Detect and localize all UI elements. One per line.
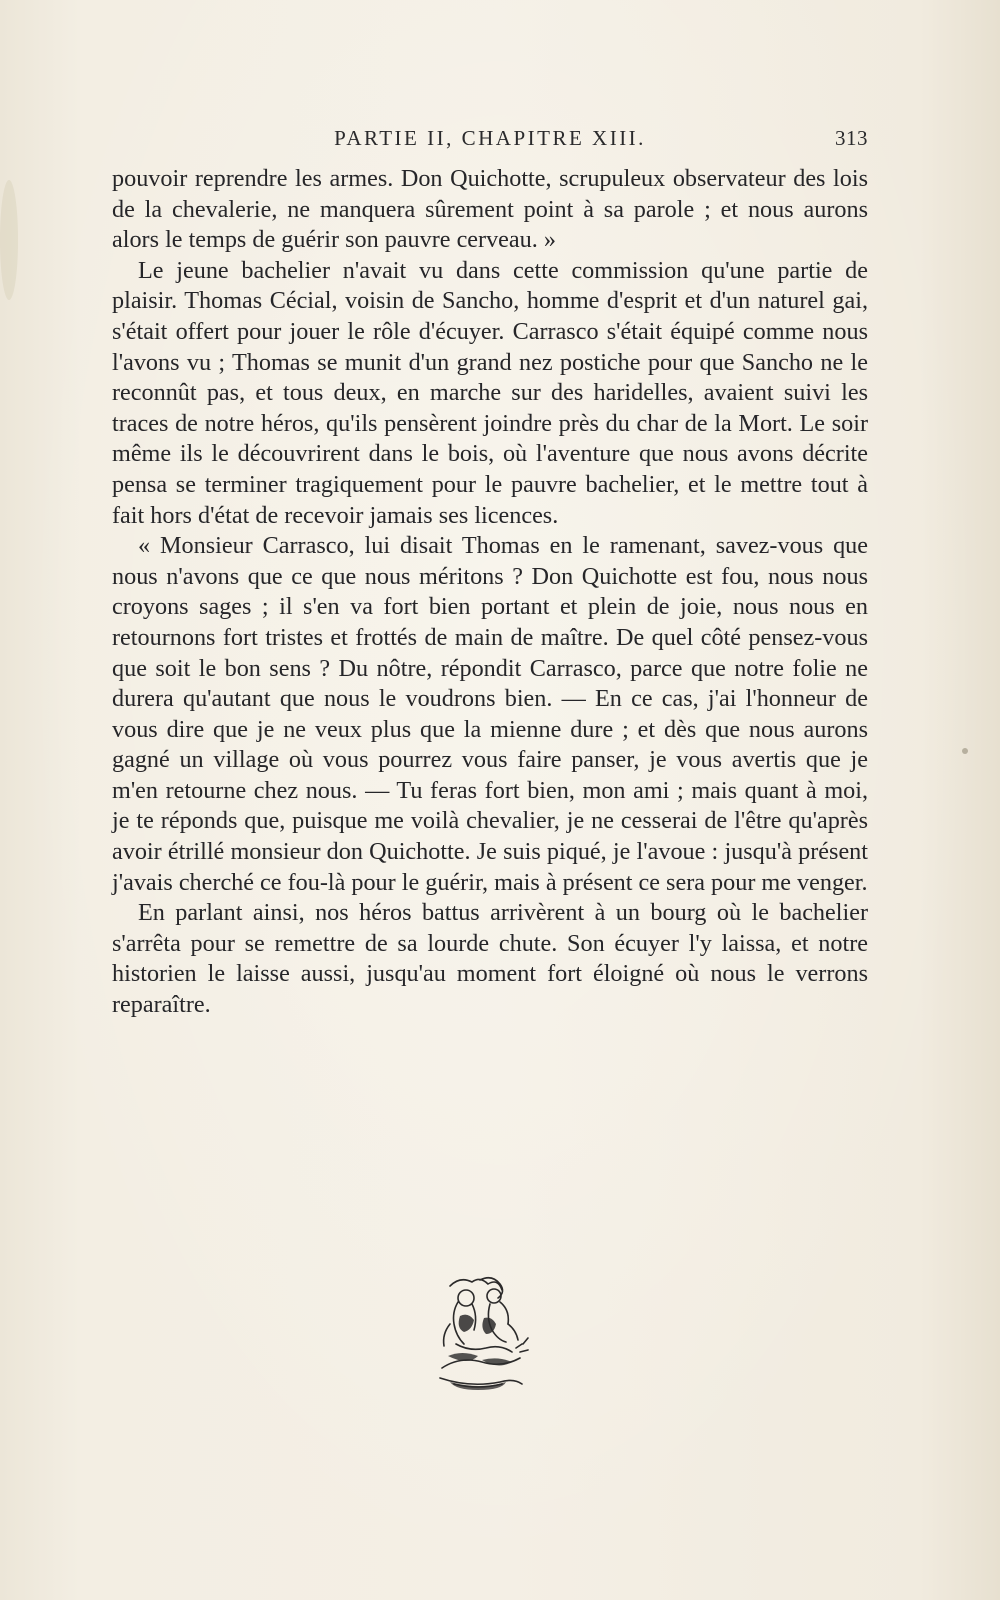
page-number: 313 xyxy=(835,126,868,150)
paragraph: Le jeune bachelier n'avait vu dans cette commission qu'une partie de plaisir. Thomas Cécial, voisin de Sancho, homme d'esprit et d'un naturel gai, s'était offert pour jouer le rôle d'écuyer. Carrasco s'était équipé comme nous l'avons vu ; Thomas se munit d'un grand nez postiche pour que Sancho ne le reconnût pas, et tous deux, en marche sur des haridelles, avaient suivi les traces de notre héros, qu'ils pensèrent joindre près du char de la Mort. Le soir même ils le découvrirent dans le bois, où l'aventure que nous avons décrite pensa se terminer tragiquement pour le pauvre bachelier, et le mettre tout à fait hors d'état de recevoir jamais ses licences. xyxy=(112,256,868,529)
paragraph: « Monsieur Carrasco, lui disait Thomas en le ramenant, savez-vous que nous n'avons que ce que nous méritons ? Don Quichotte est fou, nous nous croyons sages ; il s'en va fort bien portant et plein de joie, nous nous en retournons fort tristes et frottés de main de maître. De quel côté pensez-vous que soit le bon sens ? Du nôtre, répondit Carrasco, parce que notre folie ne durera qu'autant que nous le voudrons bien. — En ce cas, j'ai l'honneur de vous dire que je ne veux plus que la mienne dure ; et dès que nous aurons gagné un village où vous pourrez vous faire panser, je vous avertis que je m'en retourne chez nous. — Tu feras fort bien, mon ami ; mais quant à moi, je te réponds que, puisque me voilà chevalier, je ne cesserai de l'être qu'après avoir étrillé monsieur don Quichotte. Je suis piqué, je l'avoue : jusqu'à présent j'avais cherché ce fou-là pour le guérir, mais à présent ce sera pour me venger. xyxy=(112,532,868,896)
running-head xyxy=(112,126,868,156)
paragraph: pouvoir reprendre les armes. Don Quichotte, scrupuleux observateur des lois de la chevalerie, ne manquera sûrement point à sa parole ; et nous aurons alors le temps de guérir son pauvre cerveau. » xyxy=(112,165,868,254)
paper-speck xyxy=(962,748,968,754)
running-title: PARTIE II, CHAPITRE XIII. xyxy=(334,126,646,150)
body-text xyxy=(112,164,868,1021)
paragraph: En parlant ainsi, nos héros battus arrivèrent à un bourg où le bachelier s'arrêta pour se remettre de sa lourde chute. Son écuyer l'y laissa, et notre historien le laisse aussi, jusqu'au moment fort éloigné où nous le verrons reparaître. xyxy=(112,899,868,1019)
engraved-figures-vignette-icon xyxy=(420,1272,540,1402)
paper-stain xyxy=(0,180,18,300)
